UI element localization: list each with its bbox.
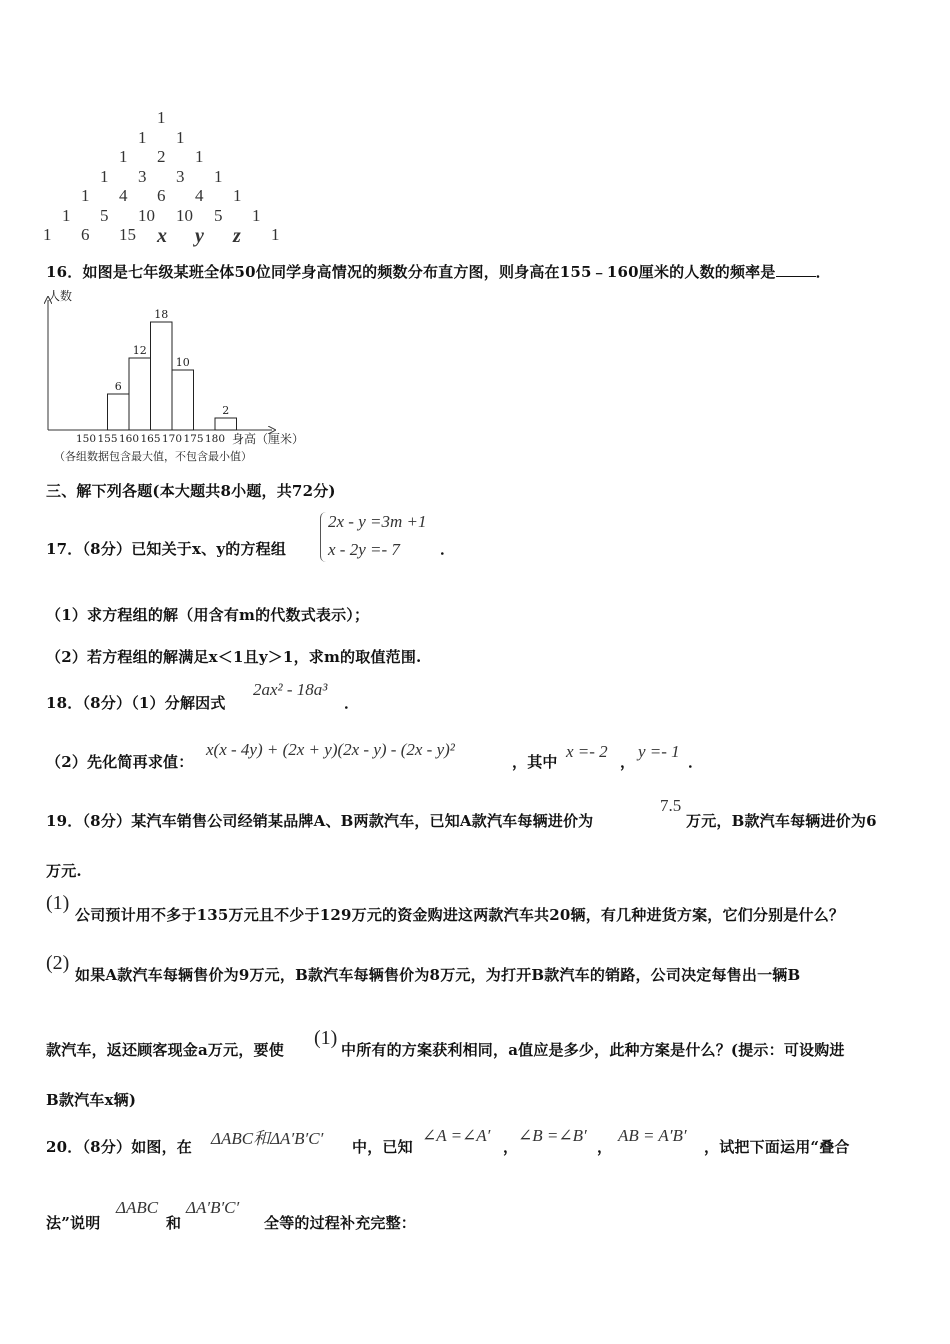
- triangle-cell: 10: [138, 205, 155, 225]
- y-axis-label: 人数: [48, 289, 73, 303]
- q20-line2a: 法”说明: [46, 1214, 101, 1232]
- triangle-cell: 4: [119, 186, 128, 205]
- x-tick-label: 180: [204, 433, 226, 445]
- q18-expr1: 2ax² - 18a³: [253, 680, 328, 699]
- triangle-cell: x: [157, 225, 167, 247]
- q20-line1c: ，试把下面运用“叠合: [704, 1138, 850, 1156]
- q18-mid: ，其中: [512, 753, 558, 771]
- x-tick-label: 150: [75, 433, 97, 445]
- q20-t1: ΔABC: [116, 1198, 159, 1217]
- q20-line1a: 20．（8分）如图，在: [46, 1138, 193, 1156]
- q18-label: 18．（8分）（1）分解因式: [46, 694, 226, 712]
- triangle-cell: 1: [233, 186, 242, 205]
- q20-t2: ΔA′B′C′: [186, 1198, 240, 1217]
- triangle-cell: 1: [176, 127, 185, 147]
- bar-value-label: 12: [132, 344, 147, 357]
- q17-part2: （2）若方程组的解满足x＜1且y＞1，求m的取值范围.: [46, 648, 422, 666]
- q19-sub2b1: 款汽车，返还顾客现金a万元，要使: [46, 1041, 284, 1059]
- histogram-chart: [40, 288, 330, 468]
- triangle-cell: 1: [214, 166, 223, 186]
- q19-sub2c: B款汽车x辆): [46, 1091, 137, 1109]
- x-tick-label: 160: [118, 433, 140, 445]
- x-tick-label: 165: [140, 433, 161, 445]
- q16-end: ．: [815, 263, 831, 281]
- q19-line1b: 万元，B款汽车每辆进价为6: [686, 812, 877, 830]
- bar-value-label: 10: [175, 356, 190, 369]
- q20-cond1: ∠A =∠A′: [422, 1126, 491, 1145]
- q20-line1b: 中，已知: [352, 1138, 413, 1156]
- q19-line2: 万元.: [46, 862, 82, 880]
- triangle-cell: 1: [252, 205, 261, 225]
- q20-cond3: AB = A′B′: [618, 1126, 687, 1145]
- triangle-cell: 3: [138, 166, 147, 186]
- triangle-cell: 1: [138, 127, 147, 147]
- q18-part2: （2）先化简再求值：: [46, 753, 194, 771]
- q18-expr2: x(x - 4y) + (2x + y)(2x - y) - (2x - y)²: [206, 740, 455, 759]
- q20-cond2: ∠B =∠B′: [518, 1126, 587, 1145]
- q17-eq2: x - 2y =- 7: [328, 540, 400, 559]
- triangle-cell: 4: [195, 186, 204, 205]
- triangle-cell: 3: [176, 166, 185, 186]
- q20-triangles: ΔABC和ΔA′B′C′: [211, 1129, 324, 1148]
- triangle-cell: 10: [176, 205, 193, 225]
- q16-text: 16．如图是七年级某班全体50位同学身高情况的频数分布直方图，则身高在155﹣160厘米的人数的频率是: [46, 263, 776, 281]
- q18-end2: ．: [688, 753, 704, 771]
- q20-sep1: ，: [503, 1138, 519, 1156]
- triangle-cell: 6: [157, 186, 166, 205]
- question-16: [46, 261, 831, 282]
- histogram-bar: [129, 358, 151, 430]
- q17-eq1: 2x - y =3m +1: [328, 512, 427, 531]
- q18-yval: y =- 1: [638, 742, 680, 761]
- equation-brace: [320, 512, 327, 562]
- triangle-cell: 1: [81, 186, 90, 205]
- chart-note: （各组数据包含最大值，不包含最小值）: [54, 450, 252, 463]
- triangle-cell: 5: [214, 205, 223, 225]
- bar-value-label: 2: [222, 404, 230, 417]
- triangle-cell: 1: [271, 225, 280, 244]
- x-tick-label: 170: [161, 433, 183, 445]
- triangle-cell: 6: [81, 225, 90, 244]
- q19-sub1: 公司预计用不多于135万元且不少于129万元的资金购进这两款汽车共20辆，有几种进货方案，它们分别是什么？: [75, 906, 845, 924]
- q20-line2b: 全等的过程补充完整：: [264, 1214, 417, 1232]
- triangle-cell: 1: [43, 225, 52, 244]
- q19-marker-2: (2): [46, 952, 70, 974]
- triangle-cell: 1: [62, 205, 71, 225]
- triangle-cell: 1: [119, 147, 128, 166]
- triangle-cell: 1: [195, 147, 204, 166]
- q19-marker-1: (1): [46, 892, 70, 914]
- section-3-title: 三、解下列各题(本大题共8小题，共72分): [46, 482, 336, 500]
- triangle-cell: 15: [119, 225, 136, 244]
- triangle-cell: 1: [100, 166, 109, 186]
- q20-and: 和: [166, 1214, 182, 1232]
- bar-value-label: 18: [154, 308, 169, 321]
- q19-marker-3: (1): [314, 1027, 338, 1049]
- triangle-cell: z: [233, 225, 241, 247]
- q20-sep2: ，: [597, 1138, 613, 1156]
- histogram-bar: [151, 322, 173, 430]
- triangle-cell: 5: [100, 205, 109, 225]
- q19-sub2b2: 中所有的方案获利相同，a值应是多少，此种方案是什么？(提示：可设购进: [341, 1041, 845, 1059]
- q18-end1: ．: [344, 694, 360, 712]
- q18-xval: x =- 2: [566, 742, 608, 761]
- x-tick-label: 155: [97, 433, 118, 445]
- x-tick-label: 175: [183, 433, 204, 445]
- q19-sub2a: 如果A款汽车每辆售价为9万元，B款汽车每辆售价为8万元，为打开B款汽车的销路，公司决定每售出一辆B: [75, 966, 801, 984]
- q19-price: 7.5: [660, 796, 682, 815]
- q17-part1: （1）求方程组的解（用含有m的代数式表示）；: [46, 606, 370, 624]
- histogram-bar: [215, 418, 237, 430]
- triangle-cell: 1: [157, 108, 166, 127]
- q17-end: ．: [440, 540, 456, 558]
- histogram-bar: [108, 394, 130, 430]
- triangle-cell: y: [195, 225, 204, 247]
- q18-comma: ，: [620, 753, 636, 771]
- x-axis-label: 身高（厘米）: [232, 432, 305, 446]
- answer-blank: [776, 262, 816, 277]
- q19-line1a: 19．（8分）某汽车销售公司经销某品牌A、B两款汽车，已知A款汽车每辆进价为: [46, 812, 594, 830]
- bar-value-label: 6: [114, 380, 122, 393]
- q17-label: 17．（8分）已知关于x、y的方程组: [46, 540, 287, 558]
- triangle-cell: 2: [157, 147, 166, 166]
- histogram-bar: [172, 370, 194, 430]
